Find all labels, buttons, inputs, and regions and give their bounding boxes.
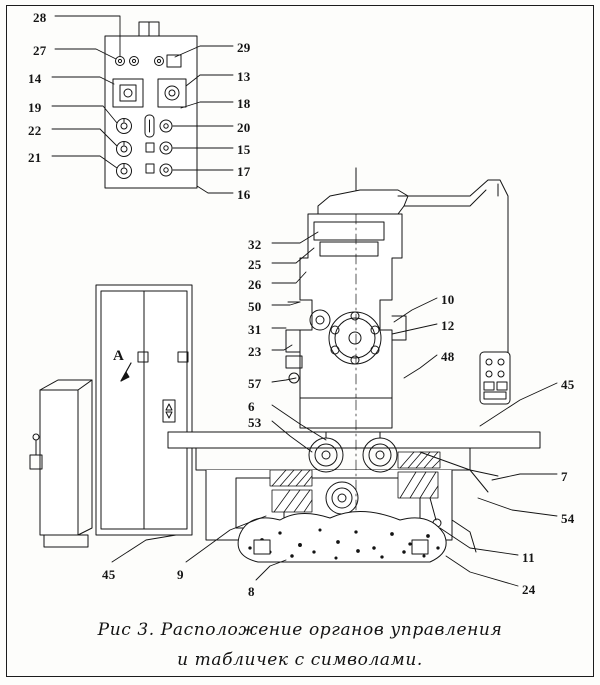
callout-16: 16 [237, 187, 251, 202]
callout-50: 50 [248, 299, 262, 314]
section-marker-a: A [113, 348, 125, 364]
callout-21: 21 [28, 150, 42, 165]
callout-9: 9 [177, 567, 184, 582]
callout-54: 54 [561, 511, 575, 526]
callout-45-right: 45 [561, 377, 575, 392]
callout-18: 18 [237, 96, 251, 111]
callout-26: 26 [248, 277, 262, 292]
callout-17: 17 [237, 164, 251, 179]
callout-24: 24 [522, 582, 536, 597]
callout-53: 53 [248, 415, 262, 430]
figure-caption-line1: Рис 3. Расположение органов управления [97, 620, 503, 640]
callout-45-bottom: 45 [102, 567, 116, 582]
callout-8: 8 [248, 584, 255, 599]
callout-57: 57 [248, 376, 262, 391]
callout-20: 20 [237, 120, 251, 135]
callout-32: 32 [248, 237, 262, 252]
callout-19: 19 [28, 100, 42, 115]
callout-48: 48 [441, 349, 455, 364]
callout-25: 25 [248, 257, 262, 272]
callout-31: 31 [248, 322, 262, 337]
callout-10: 10 [441, 292, 455, 307]
callout-23: 23 [248, 344, 262, 359]
callout-14: 14 [28, 71, 42, 86]
control-panel-group [105, 22, 197, 188]
callout-15: 15 [237, 142, 251, 157]
machine-column [30, 285, 192, 547]
callout-6: 6 [248, 399, 255, 414]
callout-22: 22 [28, 123, 42, 138]
callout-7: 7 [561, 469, 568, 484]
callout-29: 29 [237, 40, 251, 55]
callout-13: 13 [237, 69, 251, 84]
callout-28: 28 [33, 10, 47, 25]
callout-27: 27 [33, 43, 47, 58]
callout-11: 11 [522, 550, 535, 565]
callout-12: 12 [441, 318, 455, 333]
figure-caption-line2: и табличек с символами. [177, 650, 423, 670]
